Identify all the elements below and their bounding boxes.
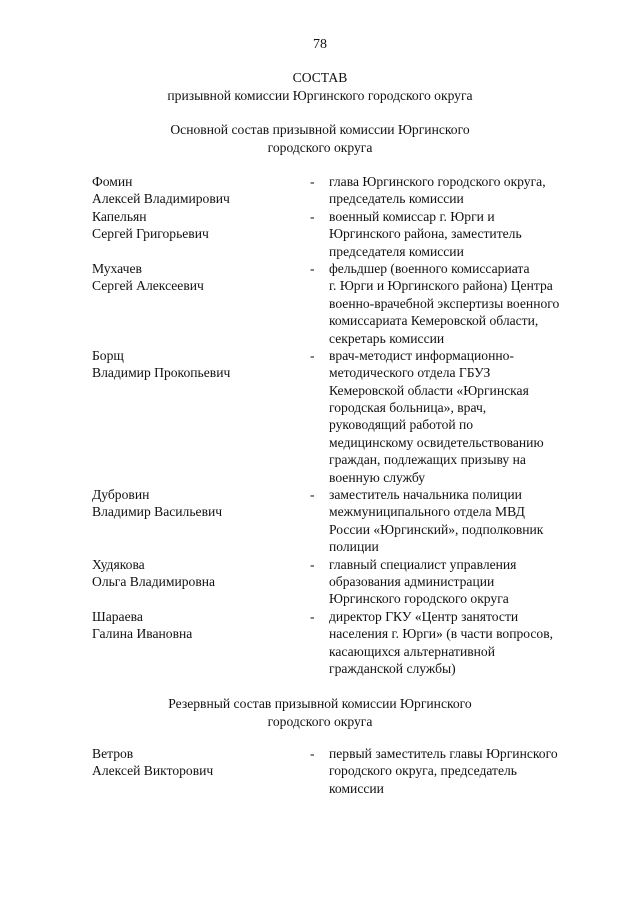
main-heading-line-2: городского округа: [267, 140, 373, 155]
member-position-line: первый заместитель главы Юргинского: [329, 746, 558, 761]
member-position: [329, 208, 591, 260]
member-position-line: Юргинского городского округа: [329, 591, 509, 607]
member-entry: [92, 347, 592, 486]
member-position-line: руководящий работой по: [329, 417, 474, 433]
member-position-line: директор ГКУ «Центр занятости: [329, 608, 519, 624]
member-dash: -: [310, 556, 315, 572]
member-position-line: методического отдела ГБУЗ: [329, 365, 491, 381]
title-line-1: СОСТАВ: [292, 70, 348, 85]
main-members-list: [92, 173, 592, 677]
member-position-line: межмуниципального отдела МВД: [329, 504, 525, 520]
member-entry: [92, 173, 592, 208]
member-dash: -: [310, 260, 315, 276]
member-entry: [92, 745, 592, 797]
member-surname: Мухачев: [92, 260, 142, 276]
member-surname: Худякова: [92, 556, 145, 572]
member-name: [92, 347, 292, 382]
member-surname: Шараева: [92, 608, 143, 624]
member-name: [92, 173, 292, 208]
member-position-line: военную службу: [329, 469, 426, 485]
member-position-line: военный комиссар г. Юрги и: [329, 208, 495, 224]
member-position-line: населения г. Юрги» (в части вопросов,: [329, 626, 554, 642]
main-heading-line-1: Основной состав призывной комиссии Юргинского: [170, 122, 470, 137]
member-dash: -: [310, 347, 315, 363]
member-entry: [92, 556, 592, 608]
member-surname: Капельян: [92, 208, 147, 224]
member-position-line: врач-методист информационно-: [329, 347, 514, 363]
member-surname: Борщ: [92, 347, 124, 363]
member-position-line: председатель комиссии: [329, 191, 464, 207]
member-name: [92, 486, 292, 521]
member-name: [92, 208, 292, 243]
member-position-line: главный специалист управления: [329, 556, 517, 572]
member-position-line: городского округа, председатель: [329, 763, 518, 779]
member-name: [92, 745, 292, 780]
document-title: [0, 69, 640, 105]
member-position-line: касающихся альтернативной: [329, 643, 495, 659]
member-position-line: гражданской службы): [329, 660, 456, 676]
member-position: [329, 260, 591, 347]
member-position: [329, 173, 591, 208]
member-entry: [92, 486, 592, 556]
member-position-line: секретарь комиссии: [329, 330, 445, 346]
member-given-names: Галина Ивановна: [92, 626, 193, 642]
member-position: [329, 608, 591, 678]
member-given-names: Алексей Владимирович: [92, 191, 230, 207]
member-surname: Дубровин: [92, 487, 150, 503]
member-given-names: Алексей Викторович: [92, 763, 214, 779]
member-given-names: Ольга Владимировна: [92, 573, 216, 589]
reserve-section-heading: [0, 695, 640, 731]
member-position-line: комиссариата Кемеровской области,: [329, 313, 539, 329]
reserve-members-list: [92, 745, 592, 797]
member-position-line: полиции: [329, 539, 379, 555]
member-name: [92, 260, 292, 295]
member-position: [329, 347, 591, 486]
member-position-line: комиссии: [329, 780, 384, 796]
page-number: 78: [313, 37, 327, 52]
member-given-names: Владимир Прокопьевич: [92, 365, 231, 381]
member-given-names: Сергей Алексеевич: [92, 278, 204, 294]
reserve-heading-line-1: Резервный состав призывной комиссии Юргинского: [168, 696, 472, 711]
member-position-line: заместитель начальника полиции: [329, 487, 522, 503]
member-name: [92, 556, 292, 591]
member-surname: Ветров: [92, 746, 134, 761]
member-position-line: фельдшер (военного комиссариата: [329, 260, 530, 276]
reserve-heading-line-2: городского округа: [267, 714, 373, 729]
member-position-line: Кемеровской области «Юргинская: [329, 382, 529, 398]
member-position-line: граждан, подлежащих призыву на: [329, 452, 526, 468]
member-dash: -: [310, 487, 315, 503]
member-position-line: глава Юргинского городского округа,: [329, 174, 546, 189]
member-entry: [92, 208, 592, 260]
member-dash: -: [310, 174, 315, 189]
member-dash: -: [310, 746, 315, 761]
member-name: [92, 608, 292, 643]
member-entry: [92, 608, 592, 678]
title-line-2: призывной комиссии Юргинского городского округа: [167, 88, 473, 103]
member-position-line: председателя комиссии: [329, 243, 464, 259]
member-position-line: г. Юрги и Юргинского района) Центра: [329, 278, 553, 294]
member-position-line: городская больница», врач,: [329, 400, 487, 416]
member-position-line: Юргинского района, заместитель: [329, 226, 522, 242]
member-position-line: России «Юргинский», подполковник: [329, 521, 544, 537]
member-surname: Фомин: [92, 174, 133, 189]
main-section-heading: [0, 121, 640, 157]
member-position: [329, 486, 591, 556]
member-position-line: образования администрации: [329, 573, 495, 589]
member-position-line: медицинскому освидетельствованию: [329, 434, 544, 450]
member-dash: -: [310, 608, 315, 624]
member-dash: -: [310, 208, 315, 224]
member-position: [329, 745, 591, 797]
member-position-line: военно-врачебной экспертизы военного: [329, 295, 560, 311]
member-entry: [92, 260, 592, 347]
member-position: [329, 556, 591, 608]
member-given-names: Владимир Васильевич: [92, 504, 223, 520]
member-given-names: Сергей Григорьевич: [92, 226, 209, 242]
